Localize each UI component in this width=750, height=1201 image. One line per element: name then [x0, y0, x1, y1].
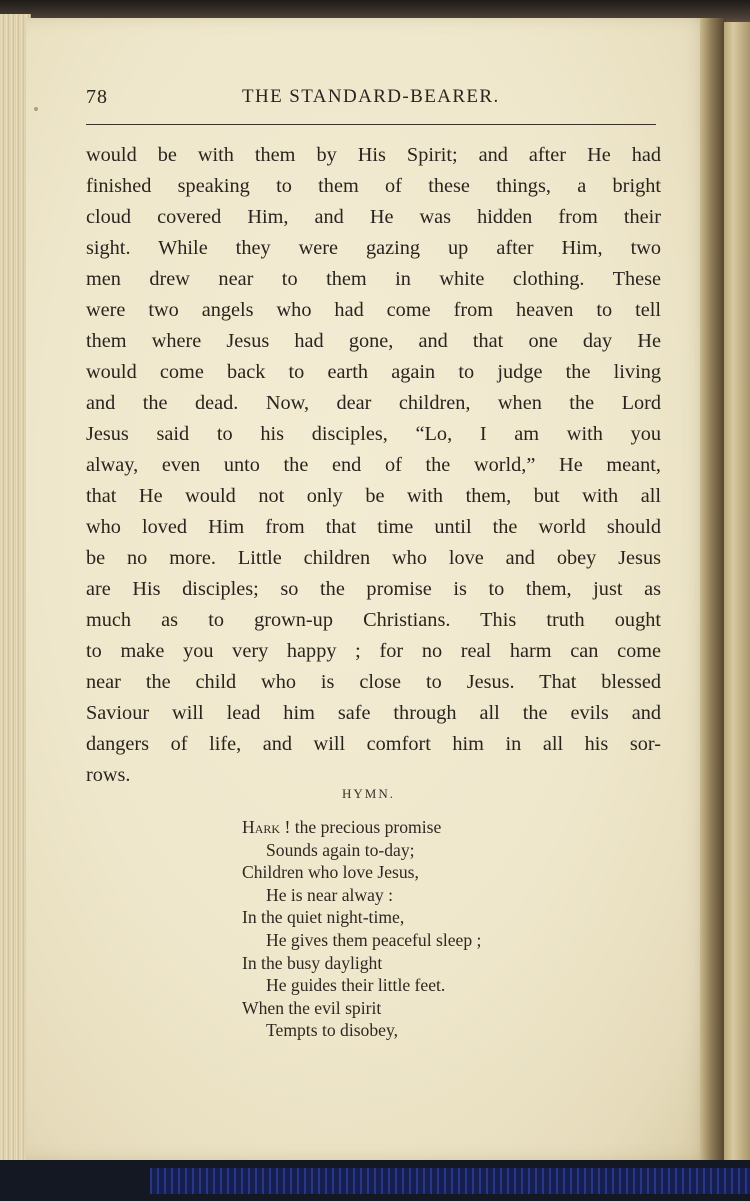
page-text-area — [86, 78, 661, 1041]
body-line: sight. While they were gazing up after Him, two — [86, 237, 661, 259]
running-title: THE STANDARD-BEARER. — [242, 86, 500, 107]
body-line: near the child who is close to Jesus. That blessed — [86, 671, 661, 693]
body-line: be no more. Little children who love and obey Jesus — [86, 547, 661, 569]
hymn-line: When the evil spirit — [242, 997, 382, 1018]
hymn-line: Sounds again to-day; — [266, 839, 415, 860]
body-line: much as to grown-up Christians. This truth ought — [86, 609, 661, 631]
page-gutter-shadow — [700, 18, 726, 1160]
body-line: alway, even unto the end of the world,” He meant, — [86, 454, 661, 476]
page-number: 78 — [86, 86, 108, 108]
hymn-line: In the quiet night-time, — [242, 907, 405, 928]
body-line: cloud covered Him, and He was hidden from their — [86, 206, 661, 228]
running-head — [86, 78, 661, 118]
body-paragraph — [86, 140, 661, 791]
hymn-line: In the busy daylight — [242, 952, 383, 973]
body-line: men drew near to them in white clothing. These — [86, 268, 661, 290]
body-line: Jesus said to his disciples, “Lo, I am with you — [86, 423, 661, 445]
hymn-first-line-rest: ! the precious promise — [280, 817, 442, 837]
hymn-line: Tempts to disobey, — [266, 1020, 399, 1041]
body-line: rows. — [86, 764, 131, 786]
body-line: finished speaking to them of these things, a bright — [86, 175, 661, 197]
body-line: them where Jesus had gone, and that one day He — [86, 330, 661, 352]
body-line: are His disciples; so the promise is to them, just as — [86, 578, 661, 600]
scan-ruler — [150, 1168, 750, 1194]
hymn-verse — [242, 816, 481, 1042]
facing-page-edge — [724, 22, 750, 1162]
body-line: who loved Him from that time until the world should — [86, 516, 661, 538]
body-line: and the dead. Now, dear children, when the Lord — [86, 392, 661, 414]
body-line: were two angels who had come from heaven to tell — [86, 299, 661, 321]
hymn-line — [242, 816, 481, 839]
hymn-line: He is near alway : — [266, 884, 394, 905]
hymn-line: Children who love Jesus, — [242, 862, 419, 883]
body-line: Saviour will lead him safe through all the evils and — [86, 702, 661, 724]
body-line: would come back to earth again to judge the living — [86, 361, 661, 383]
hymn-first-word: Hark — [242, 817, 281, 837]
body-line: that He would not only be with them, but with all — [86, 485, 661, 507]
hymn-line: He gives them peaceful sleep ; — [266, 929, 482, 950]
hymn-heading: HYMN. — [342, 786, 395, 801]
body-line: dangers of life, and will comfort him in all his sor- — [86, 733, 661, 755]
header-rule — [86, 124, 656, 125]
body-line: would be with them by His Spirit; and after He had — [86, 144, 661, 166]
paper-spot — [34, 107, 38, 111]
body-line: to make you very happy ; for no real harm can come — [86, 640, 661, 662]
hymn-line: He guides their little feet. — [266, 975, 446, 996]
